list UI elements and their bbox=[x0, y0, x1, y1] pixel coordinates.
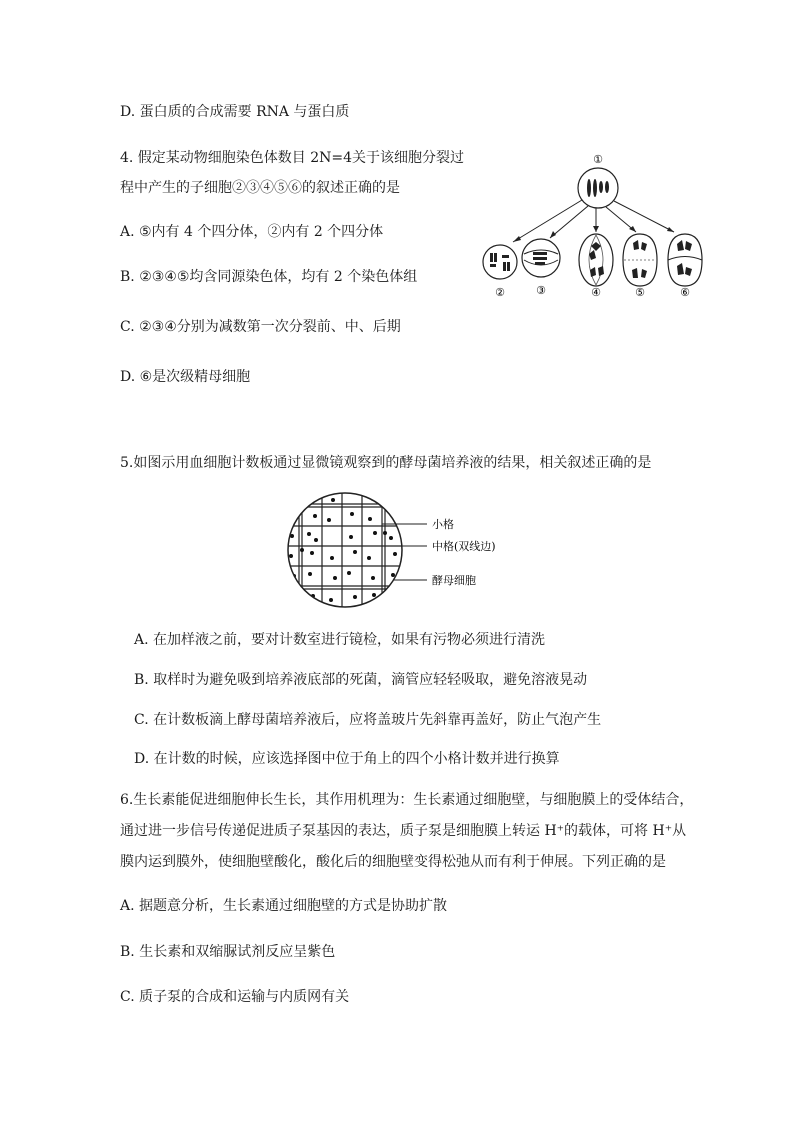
q4-option-a: A. ⑤内有 4 个四分体，②内有 2 个四分体 bbox=[120, 224, 384, 240]
label-small-square: 小格 bbox=[432, 518, 454, 531]
q4-stem-line2: 程中产生的子细胞②③④⑤⑥的叙述正确的是 bbox=[120, 180, 400, 196]
cell-4 bbox=[579, 234, 613, 286]
q4-stem-line1: 4. 假定某动物细胞染色体数目 2N=4关于该细胞分裂过 bbox=[120, 150, 465, 166]
q6-option-b: B. 生长素和双缩脲试剂反应呈紫色 bbox=[120, 944, 336, 960]
q5-stem: 5.如图示用血细胞计数板通过显微镜观察到的酵母菌培养液的结果，相关叙述正确的是 bbox=[120, 455, 652, 471]
cell-2 bbox=[483, 245, 517, 279]
q6-stem-line1: 6.生长素能促进细胞伸长生长，其作用机理为：生长素通过细胞壁，与细胞膜上的受体结合， bbox=[120, 792, 694, 808]
q5-option-a: A. 在加样液之前，要对计数室进行镜检，如果有污物必须进行清洗 bbox=[134, 632, 546, 648]
label-cell-6: ⑥ bbox=[680, 286, 690, 299]
label-yeast-cell: 酵母细胞 bbox=[432, 574, 476, 587]
cell-division-figure bbox=[478, 150, 708, 300]
hemocytometer-figure bbox=[285, 490, 525, 610]
q6-stem-line2: 通过进一步信号传递促进质子泵基因的表达，质子泵是细胞膜上转运 H⁺的载体，可将 H⁺从 bbox=[120, 823, 687, 839]
label-cell-4: ④ bbox=[591, 286, 601, 299]
q5-option-d: D. 在计数的时候，应该选择图中位于角上的四个小格计数并进行换算 bbox=[134, 751, 560, 767]
q4-option-c: C. ②③④分别为减数第一次分裂前、中、后期 bbox=[120, 319, 401, 335]
label-cell-3: ③ bbox=[536, 284, 546, 297]
label-cell-5: ⑤ bbox=[635, 286, 645, 299]
cell-1 bbox=[578, 168, 618, 208]
label-medium-square: 中格(双线边) bbox=[432, 540, 496, 553]
q6-stem-line3: 膜内运到膜外，使细胞壁酸化，酸化后的细胞壁变得松弛从而有利于伸展。下列正确的是 bbox=[120, 854, 666, 870]
q6-option-c: C. 质子泵的合成和运输与内质网有关 bbox=[120, 989, 350, 1005]
q4-option-d: D. ⑥是次级精母细胞 bbox=[120, 369, 251, 385]
chromosomes-cell-3 bbox=[533, 252, 547, 265]
q5-option-c: C. 在计数板滴上酵母菌培养液后，应将盖玻片先斜靠再盖好，防止气泡产生 bbox=[134, 712, 602, 728]
q3-option-d: D. 蛋白质的合成需要 RNA 与蛋白质 bbox=[120, 104, 350, 120]
counting-grid bbox=[285, 490, 405, 610]
label-cell-1: ① bbox=[593, 153, 603, 166]
label-cell-2: ② bbox=[495, 286, 505, 299]
q5-option-b: B. 取样时为避免吸到培养液底部的死菌，滴管应轻轻吸取，避免溶液晃动 bbox=[134, 672, 588, 688]
q4-option-b: B. ②③④⑤均含同源染色体，均有 2 个染色体组 bbox=[120, 269, 418, 285]
cell-6 bbox=[668, 234, 702, 286]
q6-option-a: A. 据题意分析，生长素通过细胞壁的方式是协助扩散 bbox=[120, 898, 448, 914]
